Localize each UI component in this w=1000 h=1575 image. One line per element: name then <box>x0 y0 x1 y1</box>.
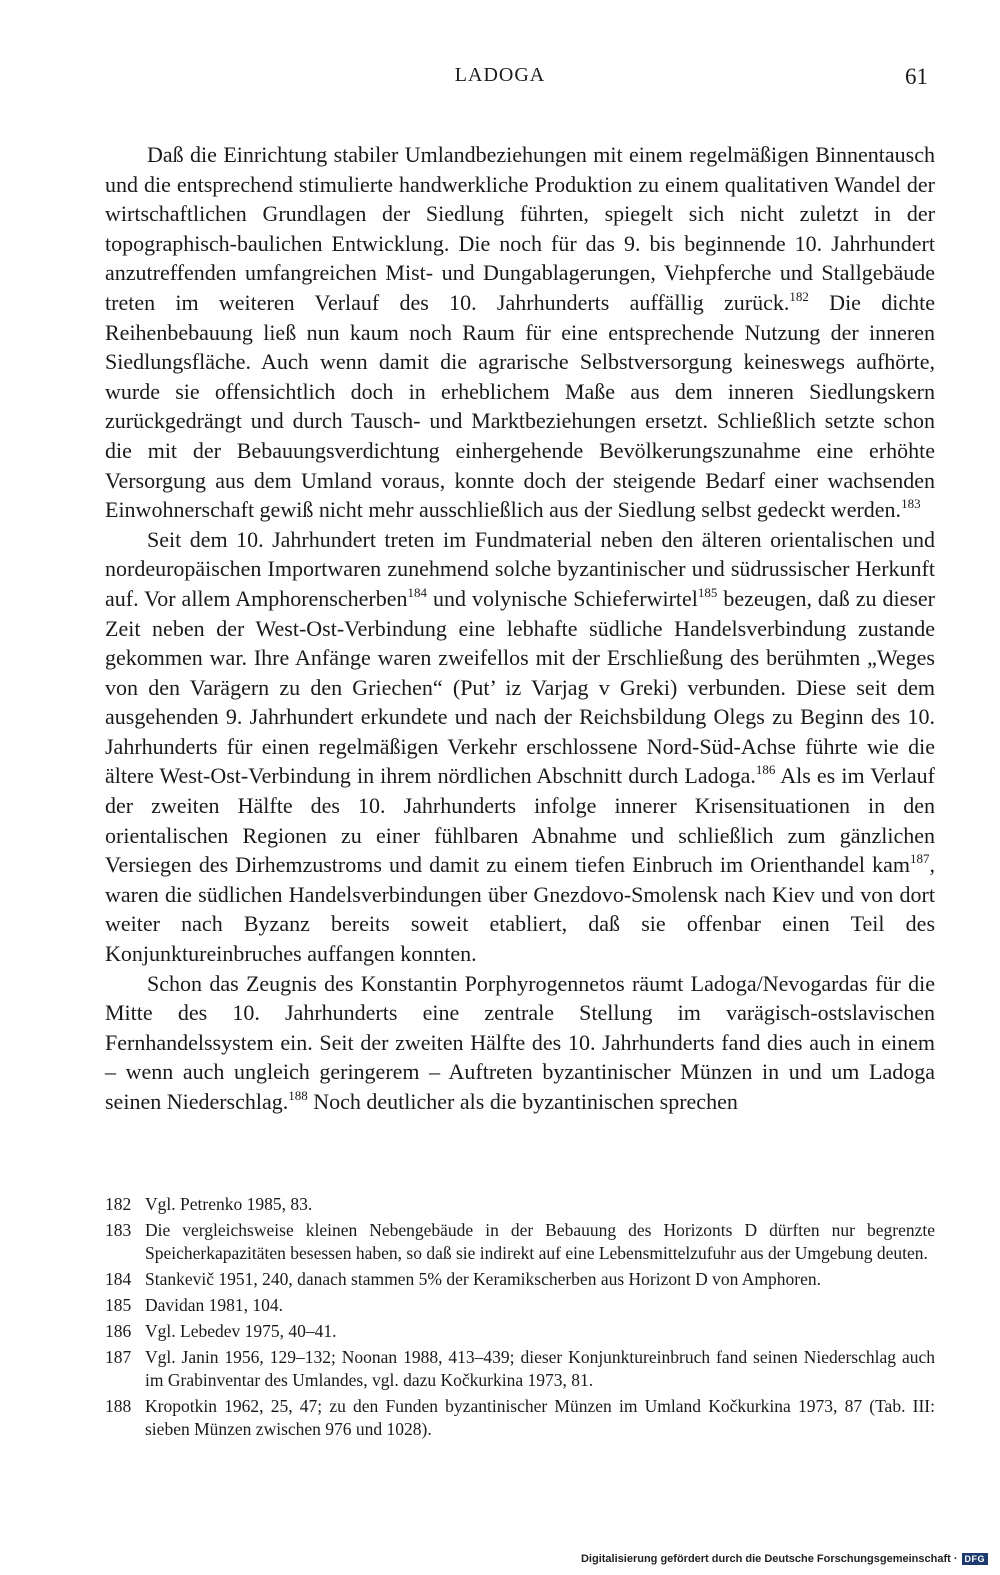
running-head <box>0 64 1000 98</box>
footnote-ref: 183 <box>901 496 921 512</box>
footnote-number: 182 <box>105 1194 132 1214</box>
main-text <box>105 140 935 1117</box>
dfg-logo-icon: DFG <box>962 1553 989 1565</box>
text-run: bezeugen, daß zu dieser Zeit neben der West-Ost-Verbindung eine lebhafte südliche Handelsverbindung zustande gekommen war. Ihre Anfänge waren zweifellos mit der Erschließung des berühmten „Weges von den Varägern zu den Griechen“ (Put’ iz Varjag v Greki) verbunden. Diese seit dem ausgehenden 9. Jahrhundert erkundete und nach der Reichsbildung Olegs zu Beginn des 10. Jahrhunderts für einen regelmäßigen Verkehr erschlossene Nord-Süd-Achse führte wie die ältere West-Ost-Verbindung in ihrem nördlichen Abschnitt durch Ladoga. <box>105 585 935 789</box>
text-run: und volynische Schieferwirtel <box>426 585 698 611</box>
footnote-text: Vgl. Janin 1956, 129–132; Noonan 1988, 413–439; dieser Konjunktureinbruch fand seinen Niederschlag auch im Grabinventar des Umlandes, vgl. dazu Kočkurkina 1973, 81. <box>145 1347 935 1390</box>
footnote-number: 183 <box>105 1220 132 1240</box>
footnote-ref: 186 <box>755 762 776 778</box>
text-run: Schon das Zeugnis des Konstantin Porphyrogennetos räumt Ladoga/Nevogardas für die Mitte des 10. Jahrhunderts eine zentrale Stellung im varägisch-ostslavischen Fernhandelssystem ein. Seit der zweiten Hälfte des 10. Jahrhunderts fand dies auch in einem – wenn auch ungleich geringerem – Auftreten byzantinischer Münzen in und um Ladoga seinen Niederschlag. <box>105 970 935 1114</box>
footnote-number: 186 <box>105 1321 132 1341</box>
footnote-number: 184 <box>105 1269 132 1289</box>
footnote-text: Davidan 1981, 104. <box>145 1295 284 1315</box>
text-run: Als es im Verlauf der zweiten Hälfte des 10. Jahrhunderts infolge innerer Krisensituationen in den orientalischen Regionen zu einer fühlbaren Abnahme und schließlich zum gänzlichen Versiegen des Dirhemzustroms und damit zu einem tiefen Einbruch im Orienthandel kam <box>105 763 935 878</box>
footnote-number: 185 <box>105 1295 132 1315</box>
digitization-footer <box>581 1553 988 1565</box>
footnote-ref: 182 <box>789 288 809 304</box>
footnotes <box>105 1193 935 1444</box>
page-number: 61 <box>905 64 928 89</box>
footer-text: Digitalisierung gefördert durch die Deutsche Forschungsgemeinschaft · <box>580 1553 958 1565</box>
footnote <box>105 1395 935 1441</box>
footnote-text: Die vergleichsweise kleinen Nebengebäude in der Bebauung des Horizonts D dürften nur begrenzte Speicherkapazitäten besessen haben, so daß sie indirekt auf eine Lebensmittelzufuhr aus der Umgebung deuten. <box>145 1220 935 1263</box>
footnote <box>105 1320 935 1343</box>
footnote <box>105 1294 935 1317</box>
footnote-number: 188 <box>105 1396 132 1416</box>
footnote <box>105 1268 935 1291</box>
text-run: Seit dem 10. Jahrhundert treten im Fundmaterial neben den älteren orientalischen und nordeuropäischen Importwaren zunehmend solche byzantinischer und südrussischer Herkunft auf. Vor allem Amphorenscherben <box>105 526 935 611</box>
paragraph <box>105 525 935 969</box>
text-run: Die dichte Reihenbebauung ließ nun kaum noch Raum für eine entsprechende Nutzung der inneren Siedlungsfläche. Auch wenn damit die agrarische Selbstversorgung keineswegs aufhörte, wurde sie offensichtlich doch in erheblichem Maße aus dem inneren Siedlungskern zurückgedrängt und durch Tausch- und Marktbeziehungen ersetzt. Schließlich setzte schon die mit der Bebauungsverdichtung einhergehende Bevölkerungszunahme eine erhöhte Versorgung aus dem Umland voraus, konnte doch der steigende Bedarf einer wachsenden Einwohnerschaft gewiß nicht mehr ausschließlich aus der Siedlung selbst gedeckt werden. <box>105 289 935 523</box>
footnote <box>105 1219 935 1265</box>
footnote-text: Vgl. Lebedev 1975, 40–41. <box>145 1321 337 1341</box>
footnote-ref: 188 <box>288 1088 308 1103</box>
footnote-ref: 187 <box>910 851 930 867</box>
footnote-number: 187 <box>105 1347 132 1367</box>
footnote-ref: 184 <box>407 584 427 600</box>
footnote-text: Stankevič 1951, 240, danach stammen 5% der Keramikscherben aus Horizont D von Amphoren. <box>145 1269 822 1289</box>
footnote-text: Kropotkin 1962, 25, 47; zu den Funden byzantinischer Münzen im Umland Kočkurkina 1973, 87 (Tab. III: sieben Münzen zwischen 976 und 1028). <box>145 1396 935 1439</box>
footnote <box>105 1346 935 1392</box>
text-run: Noch deutlicher als die byzantinischen sprechen <box>307 1089 738 1114</box>
paragraph <box>105 969 935 1117</box>
text-run: , waren die südlichen Handelsverbindungen über Gnezdovo-Smolensk nach Kiev und von dort weiter nach Byzanz bereits soweit etabliert, daß sie offenbar einen Teil des Konjunktureinbruches auffangen konnten. <box>105 852 935 967</box>
footnote <box>105 1193 935 1216</box>
text-run: Daß die Einrichtung stabiler Umlandbeziehungen mit einem regelmäßigen Binnentausch und die entsprechend stimulierte handwerkliche Produktion zu einem qualitativen Wandel der wirtschaftlichen Grundlagen der Siedlung führten, spiegelt sich nicht zuletzt in der topographisch-baulichen Entwicklung. Die noch für das 9. bis beginnende 10. Jahrhundert anzutreffenden umfangreichen Mist- und Dungablagerungen, Viehpferche und Stallgebäude treten im weiteren Verlauf des 10. Jahrhunderts auffällig zurück. <box>105 142 935 315</box>
paragraph <box>105 140 935 525</box>
footnote-text: Vgl. Petrenko 1985, 83. <box>145 1194 313 1214</box>
page-title: LADOGA <box>454 64 546 86</box>
footnote-ref: 185 <box>697 584 718 600</box>
